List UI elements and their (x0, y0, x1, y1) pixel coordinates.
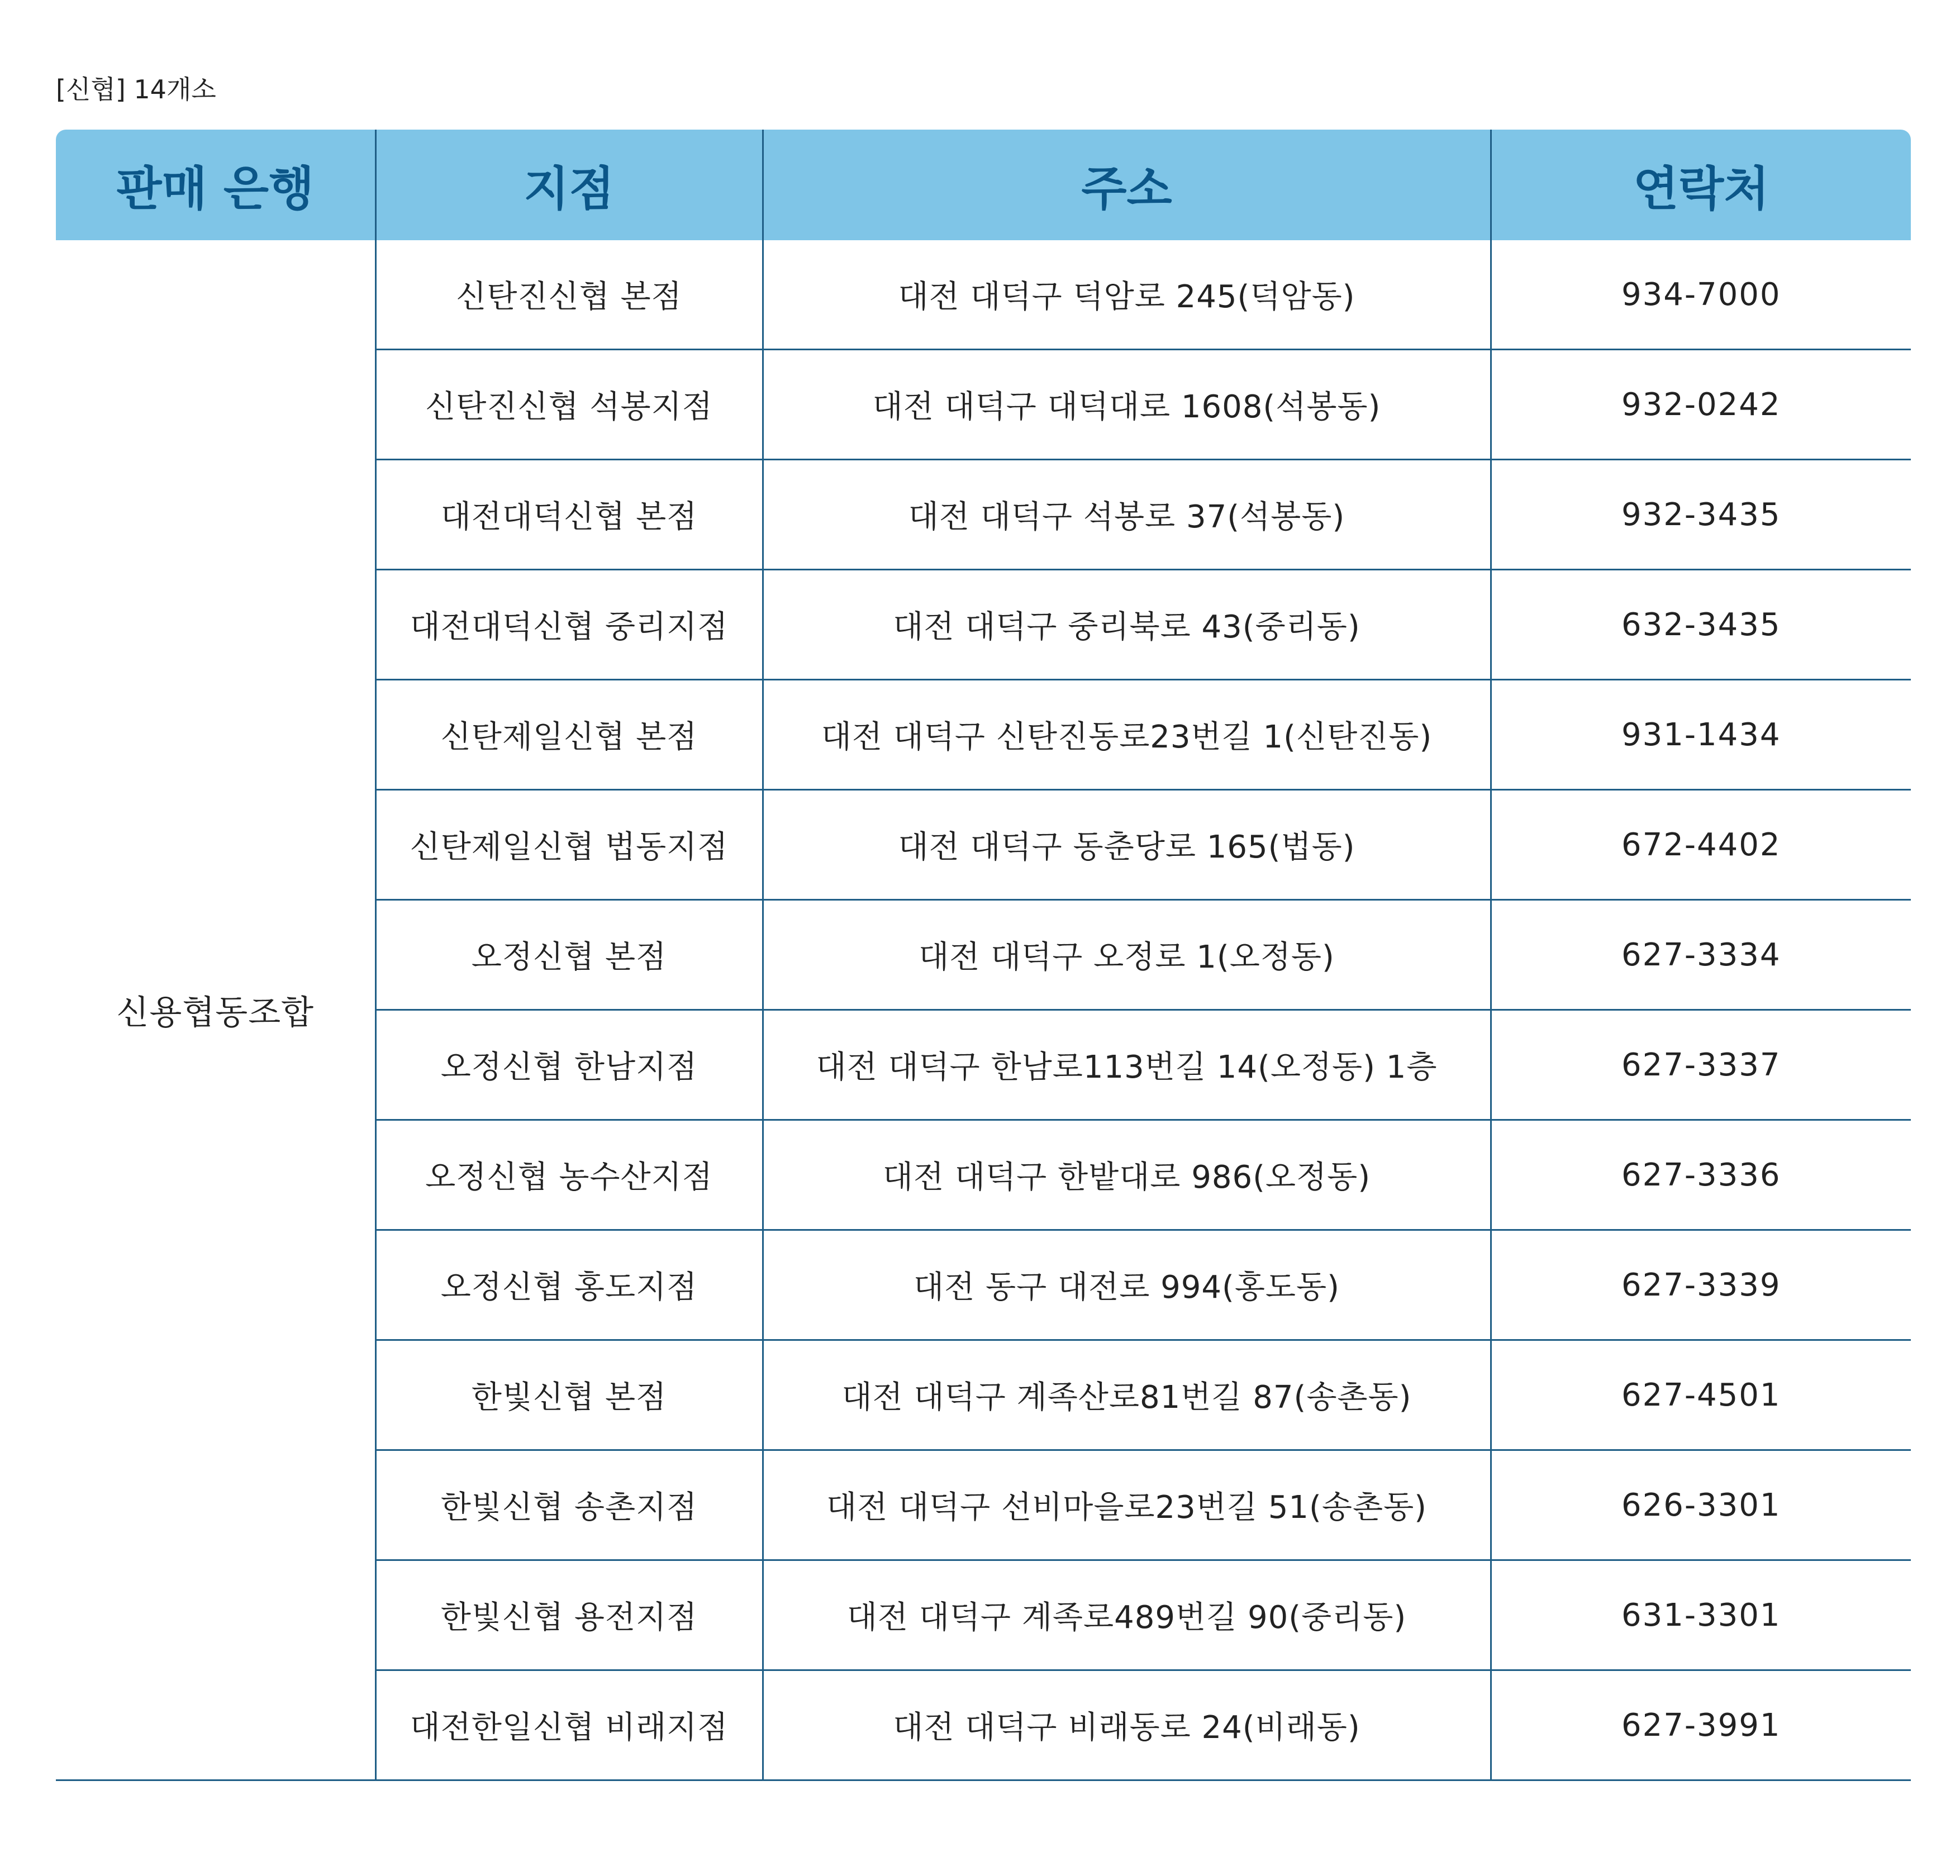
address-cell: 대전 대덕구 중리북로 43(중리동) (763, 570, 1491, 680)
branch-cell: 신탄진신협 석봉지점 (375, 350, 763, 460)
phone-cell: 632-3435 (1491, 570, 1911, 680)
header-bank: 판매 은행 (56, 130, 375, 240)
phone-cell: 627-3337 (1491, 1010, 1911, 1120)
address-cell: 대전 대덕구 선비마을로23번길 51(송촌동) (763, 1450, 1491, 1560)
address-cell: 대전 대덕구 계족산로81번길 87(송촌동) (763, 1340, 1491, 1450)
branch-table (56, 130, 1911, 1781)
branch-cell: 오정신협 본점 (375, 900, 763, 1010)
phone-cell: 627-3334 (1491, 900, 1911, 1010)
header-branch: 지점 (375, 130, 763, 240)
branch-cell: 신탄제일신협 본점 (375, 680, 763, 790)
phone-cell: 627-4501 (1491, 1340, 1911, 1450)
header-address: 주소 (763, 130, 1491, 240)
phone-cell: 934-7000 (1491, 240, 1911, 350)
address-cell: 대전 대덕구 신탄진동로23번길 1(신탄진동) (763, 680, 1491, 790)
address-cell: 대전 대덕구 동춘당로 165(법동) (763, 790, 1491, 900)
address-cell: 대전 동구 대전로 994(홍도동) (763, 1230, 1491, 1340)
address-cell: 대전 대덕구 대덕대로 1608(석봉동) (763, 350, 1491, 460)
table-row (56, 240, 1911, 350)
address-cell: 대전 대덕구 비래동로 24(비래동) (763, 1670, 1491, 1780)
phone-cell: 932-3435 (1491, 460, 1911, 570)
branch-cell: 신탄제일신협 법동지점 (375, 790, 763, 900)
branch-cell: 대전대덕신협 중리지점 (375, 570, 763, 680)
phone-cell: 627-3336 (1491, 1120, 1911, 1230)
phone-cell: 627-3991 (1491, 1670, 1911, 1780)
address-cell: 대전 대덕구 계족로489번길 90(중리동) (763, 1560, 1491, 1670)
phone-cell: 932-0242 (1491, 350, 1911, 460)
branch-cell: 오정신협 한남지점 (375, 1010, 763, 1120)
phone-cell: 631-3301 (1491, 1560, 1911, 1670)
address-cell: 대전 대덕구 한밭대로 986(오정동) (763, 1120, 1491, 1230)
table-caption: [신협] 14개소 (56, 74, 216, 104)
branch-cell: 한빛신협 송촌지점 (375, 1450, 763, 1560)
table-header-row (56, 130, 1911, 240)
branch-cell: 신탄진신협 본점 (375, 240, 763, 350)
phone-cell: 931-1434 (1491, 680, 1911, 790)
branch-cell: 한빛신협 용전지점 (375, 1560, 763, 1670)
branch-cell: 오정신협 농수산지점 (375, 1120, 763, 1230)
branch-table-container (56, 130, 1911, 1781)
phone-cell: 627-3339 (1491, 1230, 1911, 1340)
header-phone: 연락처 (1491, 130, 1911, 240)
address-cell: 대전 대덕구 오정로 1(오정동) (763, 900, 1491, 1010)
phone-cell: 626-3301 (1491, 1450, 1911, 1560)
branch-cell: 오정신협 홍도지점 (375, 1230, 763, 1340)
phone-cell: 672-4402 (1491, 790, 1911, 900)
address-cell: 대전 대덕구 석봉로 37(석봉동) (763, 460, 1491, 570)
address-cell: 대전 대덕구 덕암로 245(덕암동) (763, 240, 1491, 350)
address-cell: 대전 대덕구 한남로113번길 14(오정동) 1층 (763, 1010, 1491, 1120)
branch-cell: 한빛신협 본점 (375, 1340, 763, 1450)
bank-name-cell: 신용협동조합 (56, 240, 375, 1780)
branch-cell: 대전한일신협 비래지점 (375, 1670, 763, 1780)
branch-cell: 대전대덕신협 본점 (375, 460, 763, 570)
